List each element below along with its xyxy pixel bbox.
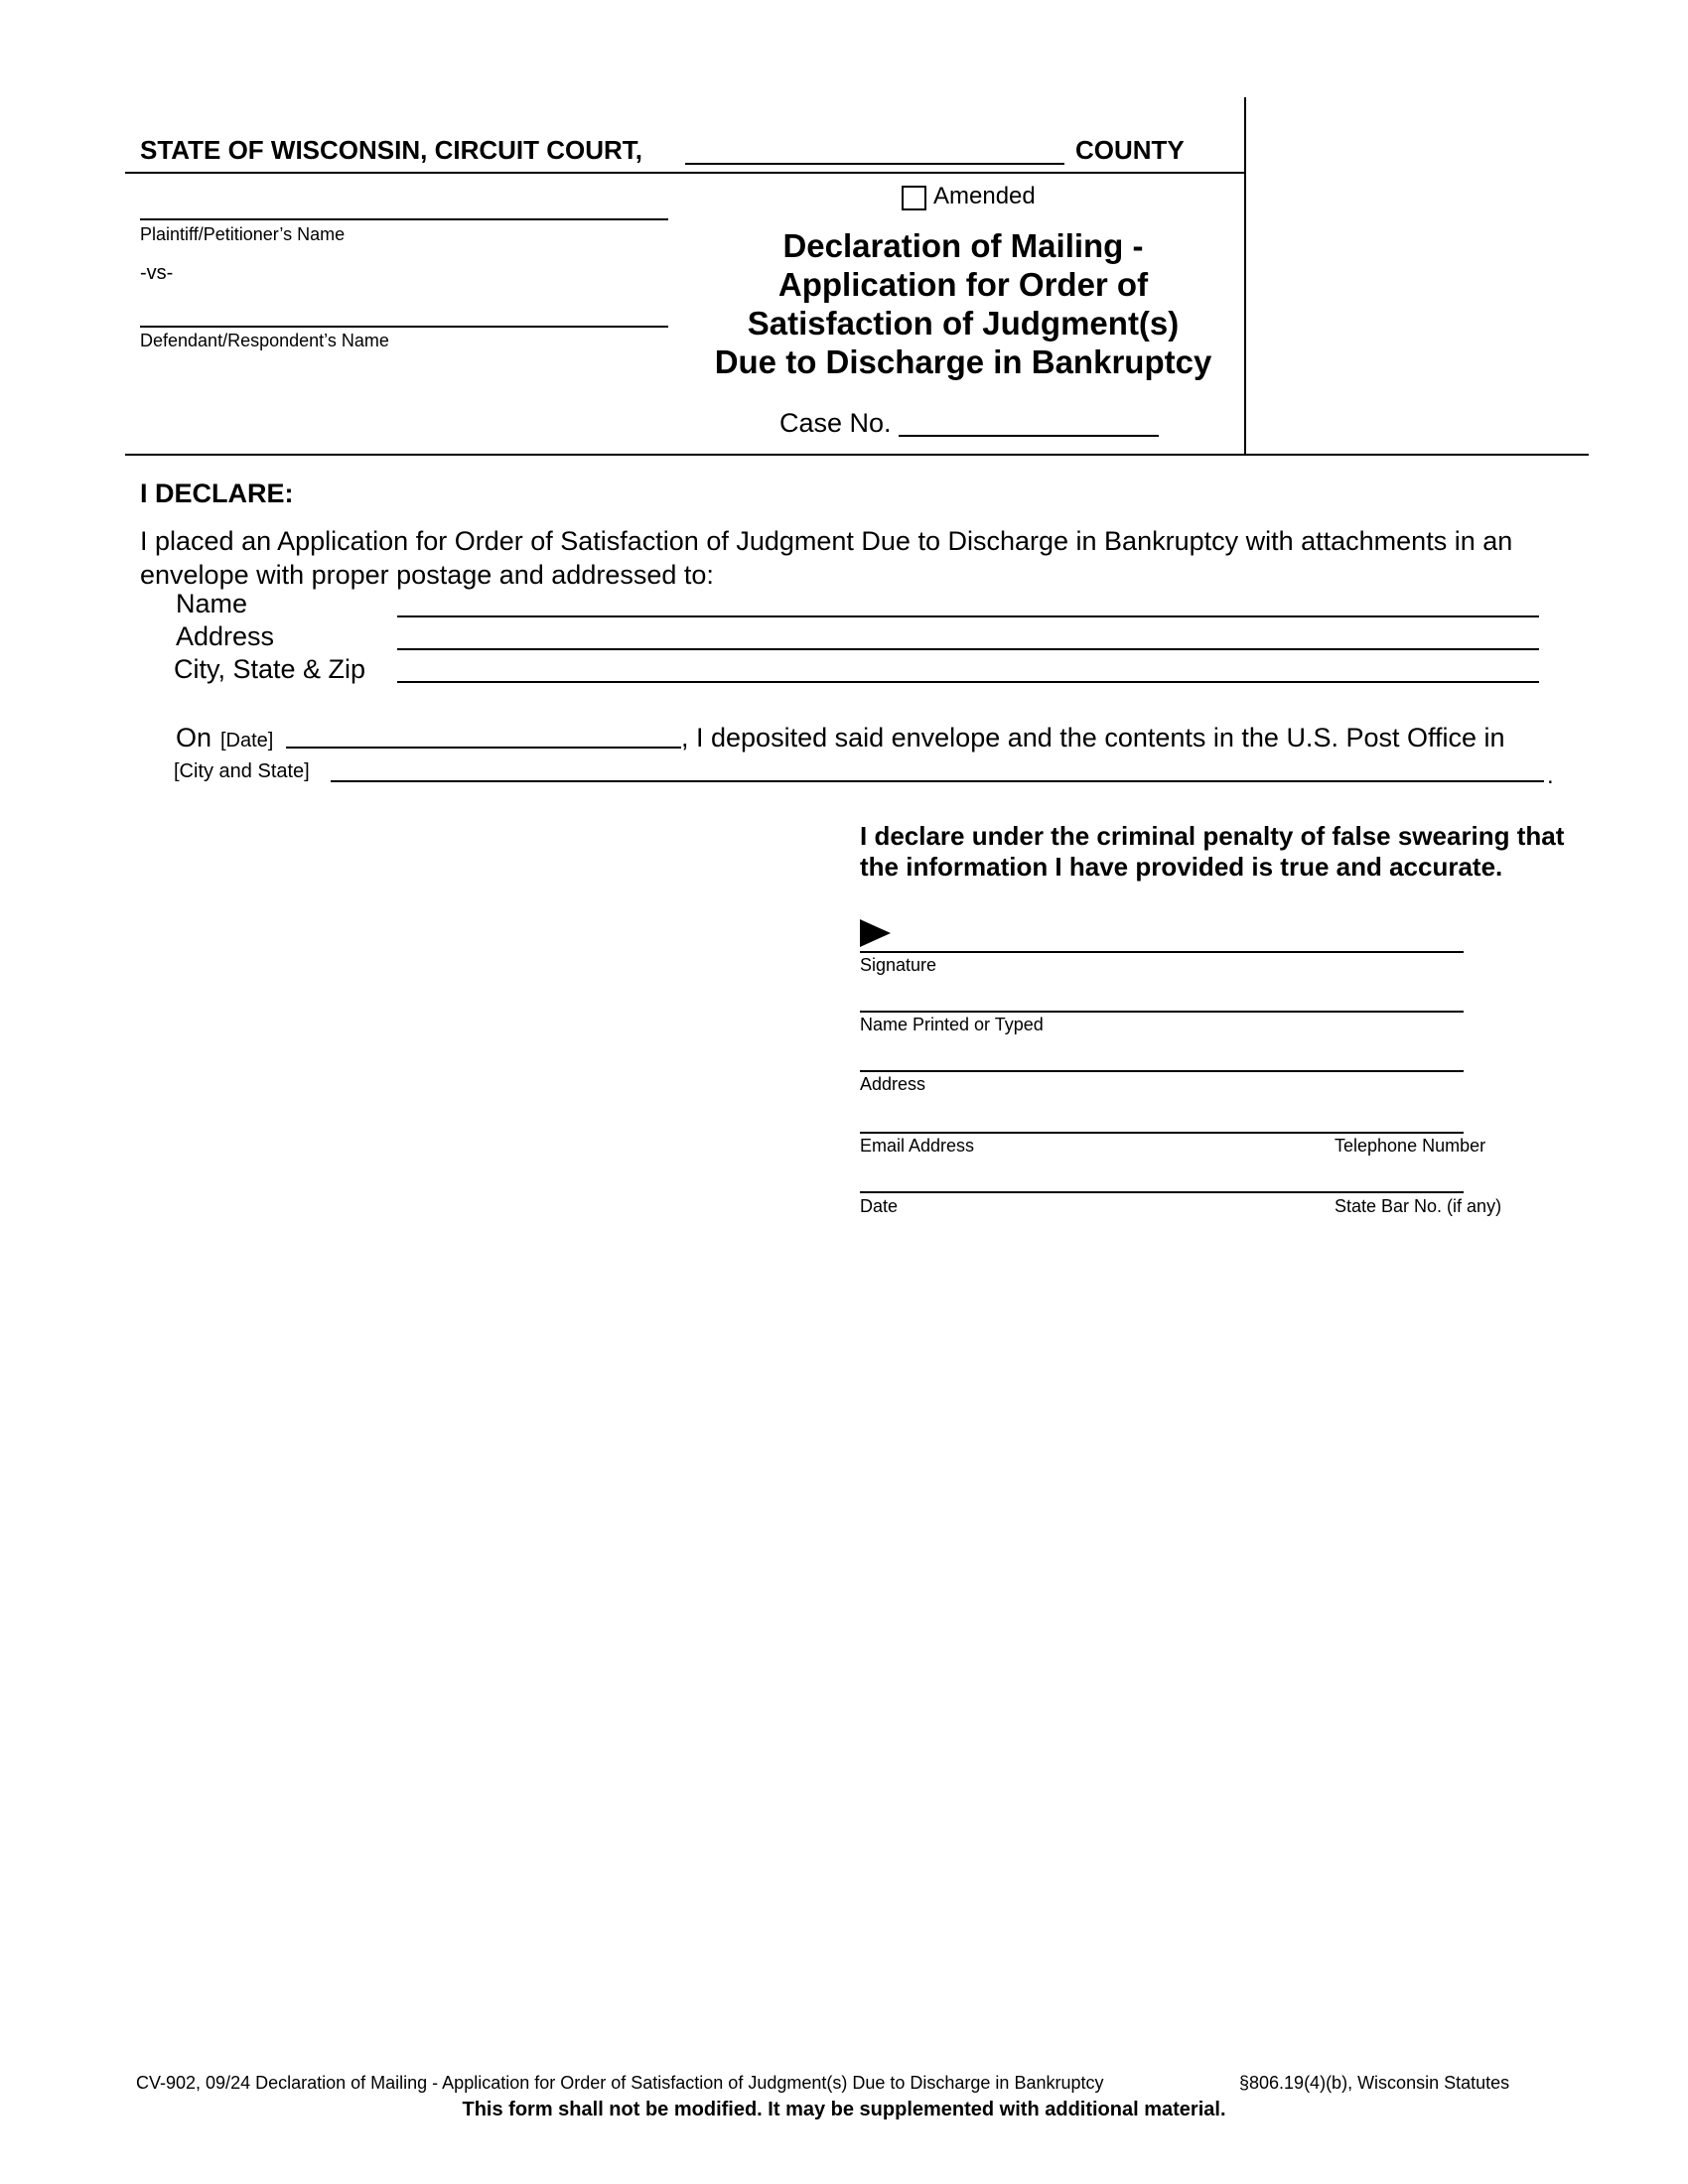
signature-field[interactable] <box>860 951 1464 953</box>
signature-date-label: Date <box>860 1196 899 1216</box>
modification-notice: This form shall not be modified. It may be supplemented with additional material. <box>462 2099 1226 2120</box>
title-line: Satisfaction of Judgment(s) <box>747 305 1180 341</box>
deposited-text: , I deposited said envelope and the contents in the U.S. Post Office in <box>681 723 1505 752</box>
case-number-field[interactable] <box>899 435 1159 437</box>
recipient-address-field[interactable] <box>397 648 1539 650</box>
plaintiff-field[interactable] <box>140 218 668 220</box>
signature-label: Signature <box>860 955 937 975</box>
intro-text: I placed an Application for Order of Satisfaction of Judgment Due to Discharge in Bankruptcy with attachments in an envelope with proper postage and addressed to: <box>140 526 1513 590</box>
post-office-city-field[interactable] <box>331 780 1544 782</box>
declarant-address-label: Address <box>860 1074 926 1094</box>
versus-label: -vs- <box>140 262 174 284</box>
city-state-hint: [City and State] <box>174 760 310 782</box>
header-divider <box>1244 97 1246 455</box>
form-identifier: CV-902, 09/24 Declaration of Mailing - Application for Order of Satisfaction of Judgment(s) Due to Discharge in Bankruptcy <box>136 2073 1104 2093</box>
printed-name-label: Name Printed or Typed <box>860 1015 1044 1034</box>
recipient-name-label: Name <box>176 589 248 618</box>
header-rule <box>125 172 1246 174</box>
defendant-label: Defendant/Respondent’s Name <box>140 331 389 350</box>
period: . <box>1547 762 1554 789</box>
section-rule <box>125 454 1589 456</box>
amended-checkbox[interactable] <box>902 186 926 210</box>
recipient-address-label: Address <box>176 621 275 651</box>
sign-here-arrow-icon <box>860 919 891 947</box>
penalty-declaration: I declare under the criminal penalty of false swearing that the information I have provided is true and accurate. <box>860 821 1565 882</box>
plaintiff-label: Plaintiff/Petitioner’s Name <box>140 224 346 244</box>
recipient-name-field[interactable] <box>397 615 1539 617</box>
date-bar-field[interactable] <box>860 1191 1464 1193</box>
mailing-date-field[interactable] <box>286 747 681 749</box>
email-label: Email Address <box>860 1136 975 1156</box>
amended-label: Amended <box>933 183 1036 209</box>
county-field[interactable] <box>685 163 1064 165</box>
on-label: On <box>176 723 212 752</box>
court-heading: STATE OF WISCONSIN, CIRCUIT COURT, <box>140 135 643 165</box>
county-label: COUNTY <box>1075 135 1185 165</box>
title-line: Declaration of Mailing - <box>782 227 1144 264</box>
declarant-address-field[interactable] <box>860 1070 1464 1072</box>
declare-heading: I DECLARE: <box>140 478 294 508</box>
printed-name-field[interactable] <box>860 1011 1464 1013</box>
telephone-label: Telephone Number <box>1335 1136 1486 1156</box>
recipient-city-label: City, State & Zip <box>174 654 366 684</box>
title-line: Application for Order of <box>777 266 1149 303</box>
form-title <box>695 226 1231 381</box>
case-number-label: Case No. <box>779 408 892 438</box>
recipient-city-field[interactable] <box>397 681 1539 683</box>
email-phone-field[interactable] <box>860 1132 1464 1134</box>
title-line: Due to Discharge in Bankruptcy <box>714 343 1212 380</box>
statute-reference: §806.19(4)(b), Wisconsin Statutes <box>1239 2073 1510 2093</box>
date-hint: [Date] <box>220 730 274 751</box>
defendant-field[interactable] <box>140 326 668 328</box>
state-bar-label: State Bar No. (if any) <box>1335 1196 1502 1216</box>
